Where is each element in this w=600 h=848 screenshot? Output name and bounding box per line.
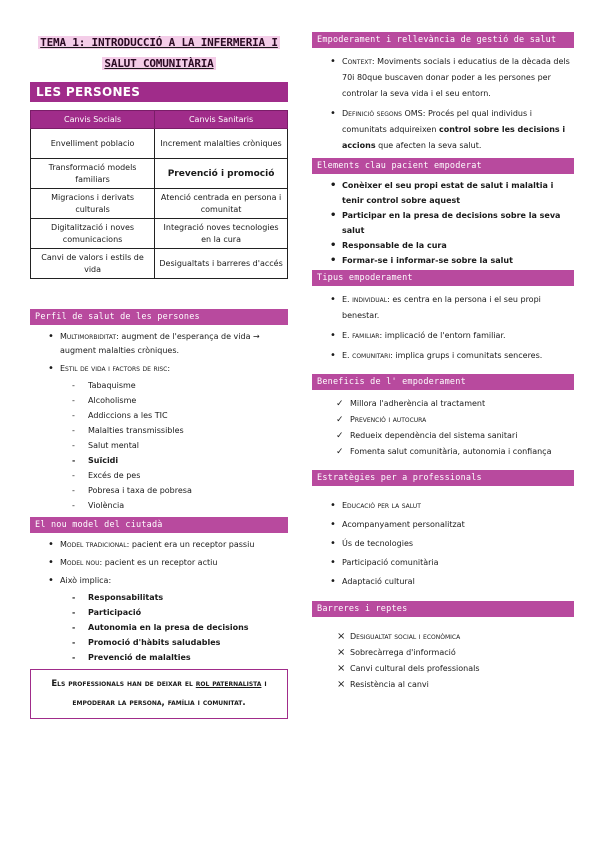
- table-row: [31, 219, 288, 249]
- item-label: E. individual:: [342, 295, 390, 304]
- right-column: [312, 32, 574, 693]
- item-text: implicació de l'entorn familiar.: [382, 331, 506, 340]
- list-item: [312, 348, 574, 364]
- implica-list: [30, 590, 288, 665]
- list-item: • Acompanyament personalitzat: [312, 515, 574, 534]
- table-cell: Migracions i derivats culturals: [31, 189, 155, 219]
- page-title: [30, 32, 288, 74]
- list-item: ✓ Prevenció i autocura: [312, 412, 574, 428]
- item-label: Context:: [342, 57, 375, 66]
- table-cell: Integració noves tecnologies en la cura: [155, 219, 288, 249]
- list-item: [312, 292, 574, 324]
- item-label: Model nou:: [60, 558, 103, 567]
- tipus-heading: Tipus empoderament: [312, 270, 574, 286]
- barreres-heading: Barreres i reptes: [312, 601, 574, 617]
- list-item: - Autonomia en la presa de decisions: [30, 620, 288, 635]
- list-item: - Malalties transmissibles: [30, 423, 288, 438]
- list-item: - Violència: [30, 498, 288, 513]
- table-row: [31, 189, 288, 219]
- list-item: - Excés de pes: [30, 468, 288, 483]
- table-cell: Envelliment poblacio: [31, 129, 155, 159]
- estrategies-heading: Estratègies per a professionals: [312, 470, 574, 486]
- item-text: implica grups i comunitats senceres.: [392, 351, 543, 360]
- table-cell: Digitalització i noves comunicacions: [31, 219, 155, 249]
- item-text: pacient es un receptor actiu: [102, 558, 218, 567]
- list-item: • Formar-se i informar-se sobre la salut: [312, 253, 574, 268]
- list-item: [312, 106, 574, 154]
- list-item: × Desigualtat social i econòmica: [312, 629, 574, 645]
- box-highlight: rol paternalista: [195, 679, 262, 689]
- table-row: [31, 249, 288, 279]
- list-item: × Canvi cultural dels professionals: [312, 661, 574, 677]
- list-item: • Això implica:: [30, 574, 288, 588]
- list-item: [30, 538, 288, 552]
- barreres-list: [312, 629, 574, 693]
- list-item: ✓ Millora l'adherència al tractament: [312, 396, 574, 412]
- table-row: [31, 159, 288, 189]
- beneficis-heading: Beneficis de l' empoderament: [312, 374, 574, 390]
- table-cell: Transformació models familiars: [31, 159, 155, 189]
- item-label: Model tradicional:: [60, 540, 130, 549]
- list-item: • Educació per la salut: [312, 496, 574, 515]
- list-item: • Adaptació cultural: [312, 572, 574, 591]
- list-item: - Promoció d'hàbits saludables: [30, 635, 288, 650]
- item-label: Estil de vida i factors de risc:: [60, 364, 171, 373]
- list-item: • Conèixer el seu propi estat de salut i malaltia i tenir control sobre aquest: [312, 178, 574, 208]
- list-item: - Responsabilitats: [30, 590, 288, 605]
- left-column: [30, 32, 288, 719]
- beneficis-list: [312, 396, 574, 460]
- estrategies-list: [312, 496, 574, 591]
- table-header-sanitaris: Canvis Sanitaris: [155, 111, 288, 129]
- list-item: [30, 362, 288, 376]
- title-line-2: SALUT COMUNITÀRIA: [104, 57, 214, 70]
- table-cell: Canvi de valors i estils de vida: [31, 249, 155, 279]
- table-cell: Increment malalties cròniques: [155, 129, 288, 159]
- title-line-1: TEMA 1: INTRODUCCIÓ A LA INFERMERIA I: [40, 36, 278, 49]
- list-item: - Addiccions a les TIC: [30, 408, 288, 423]
- elements-list: [312, 178, 574, 268]
- list-item: × Resistència al canvi: [312, 677, 574, 693]
- item-label: Definició segons OMS:: [342, 109, 426, 118]
- table-row: [31, 129, 288, 159]
- list-item: • Participació comunitària: [312, 553, 574, 572]
- empoderament-heading: Empoderament i rellevància de gestió de salut: [312, 32, 574, 48]
- item-text: es centra en la persona i el seu propi benestar.: [342, 295, 541, 320]
- box-text: Els professionals han de deixar el: [51, 679, 196, 689]
- list-item: - Tabaquisme: [30, 378, 288, 393]
- item-label: E. comunitari:: [342, 351, 393, 360]
- perfil-list: [30, 330, 288, 376]
- nou-model-list: [30, 538, 288, 588]
- list-item: × Sobrecàrrega d'informació: [312, 645, 574, 661]
- item-text: augment de l'esperança de vida → augment malalties cròniques.: [60, 332, 260, 355]
- list-item: - Prevenció de malalties: [30, 650, 288, 665]
- nou-model-heading: El nou model del ciutadà: [30, 517, 288, 533]
- list-item: - Suïcidi: [30, 453, 288, 468]
- list-item: [312, 328, 574, 344]
- table-cell: Prevenció i promoció: [155, 159, 288, 189]
- item-text: Moviments socials i educatius de la dècada dels 70i 80que buscaven donar poder a les persones per controlar la seva vida i el seu entorn.: [342, 57, 570, 98]
- elements-heading: Elements clau pacient empoderat: [312, 158, 574, 174]
- list-item: • Responsable de la cura: [312, 238, 574, 253]
- list-item: - Alcoholisme: [30, 393, 288, 408]
- list-item: • Ús de tecnologies: [312, 534, 574, 553]
- list-item: - Salut mental: [30, 438, 288, 453]
- perfil-heading: Perfil de salut de les persones: [30, 309, 288, 325]
- box-text: i: [261, 679, 267, 689]
- item-text: pacient era un receptor passiu: [129, 540, 255, 549]
- box-text: empoderar la persona, família i comunitat.: [72, 698, 246, 708]
- empoderament-list: [312, 54, 574, 154]
- tipus-list: [312, 292, 574, 364]
- list-item: [312, 54, 574, 102]
- list-item: • Participar en la presa de decisions sobre la seva salut: [312, 208, 574, 238]
- canvis-table: [30, 110, 288, 279]
- persones-heading: LES PERSONES: [30, 82, 288, 102]
- list-item: ✓ Fomenta salut comunitària, autonomia i confiança: [312, 444, 574, 460]
- list-item: - Participació: [30, 605, 288, 620]
- list-item: [30, 556, 288, 570]
- item-label: Multimorbiditat:: [60, 332, 119, 341]
- table-cell: Atenció centrada en persona i comunitat: [155, 189, 288, 219]
- item-bold: control sobre les decisions i accions: [342, 125, 566, 150]
- list-item: - Pobresa i taxa de pobresa: [30, 483, 288, 498]
- factors-list: [30, 378, 288, 513]
- list-item: ✓ Redueix dependència del sistema sanitari: [312, 428, 574, 444]
- table-header-socials: Canvis Socials: [31, 111, 155, 129]
- item-text: Procés pel qual individus i comunitats adquireixen: [342, 109, 532, 134]
- item-label: E. familiar:: [342, 331, 383, 340]
- item-text: que afecten la seva salut.: [375, 141, 482, 150]
- list-item: [30, 330, 288, 358]
- key-message-box: [30, 669, 288, 719]
- table-cell: Desigualtats i barreres d'accés: [155, 249, 288, 279]
